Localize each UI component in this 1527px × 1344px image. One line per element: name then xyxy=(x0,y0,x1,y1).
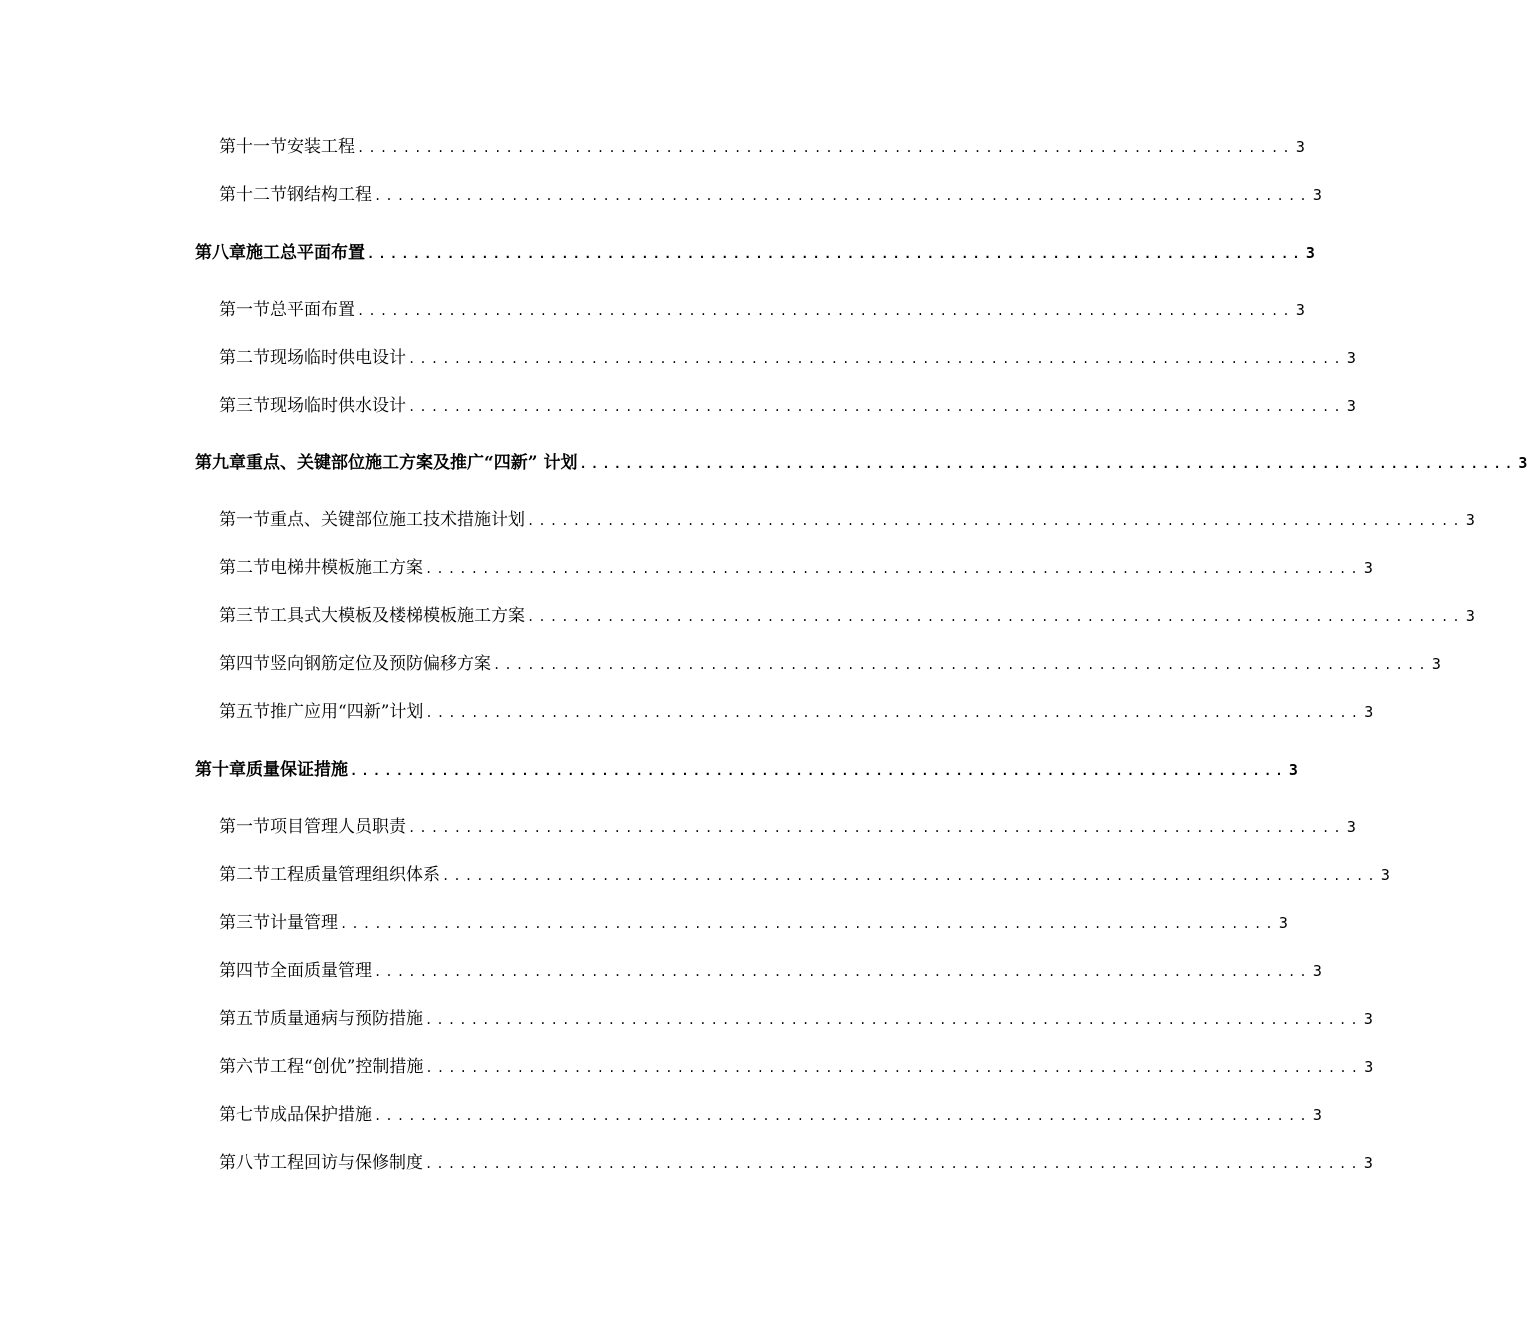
toc-entry-title: 项目管理人员职责 xyxy=(270,817,406,837)
toc-page-number: 3 xyxy=(1295,301,1305,319)
toc-entry-title: 电梯井模板施工方案 xyxy=(270,558,423,578)
toc-entry-title: 质量通病与预防措施 xyxy=(270,1009,423,1029)
toc-dot-leader: .................................................................................. xyxy=(350,764,1287,778)
toc-entry-label: 第二节 xyxy=(219,348,270,368)
toc-entry-label: 第九章 xyxy=(195,453,246,473)
toc-entry-section-9-1[interactable] xyxy=(219,507,1475,533)
toc-page-number: 3 xyxy=(1346,818,1356,836)
toc-page-number: 3 xyxy=(1363,1010,1373,1028)
toc-entry-label: 第八章 xyxy=(195,243,246,263)
toc-entry-section-12-steel-structure[interactable] xyxy=(219,182,1322,208)
toc-page-number: 3 xyxy=(1465,511,1475,529)
toc-page-number: 3 xyxy=(1312,962,1322,980)
toc-page-number: 3 xyxy=(1431,655,1441,673)
toc-dot-leader: .................................................................................. xyxy=(425,562,1362,576)
toc-entry-chapter-8[interactable] xyxy=(195,240,1315,266)
toc-entry-title: 工程质量管理组织体系 xyxy=(270,865,440,885)
toc-entry-title: 施工总平面布置 xyxy=(246,243,365,263)
toc-entry-section-8-3[interactable] xyxy=(219,393,1356,419)
toc-entry-label: 第六节 xyxy=(219,1057,270,1077)
toc-page-number: 3 xyxy=(1278,914,1288,932)
toc-entry-title: 重点、关键部位施工技术措施计划 xyxy=(270,510,525,530)
toc-entry-section-10-8[interactable] xyxy=(219,1150,1373,1176)
toc-page-number: 3 xyxy=(1295,138,1305,156)
toc-entry-label: 第三节 xyxy=(219,396,270,416)
toc-entry-section-10-1[interactable] xyxy=(219,814,1356,840)
toc-entry-section-10-2[interactable] xyxy=(219,862,1390,888)
toc-page-number: 3 xyxy=(1363,1154,1373,1172)
toc-entry-title: 重点、关键部位施工方案及推广“四新” 计划 xyxy=(246,453,578,473)
toc-entry-title: 竖向钢筋定位及预防偏移方案 xyxy=(270,654,491,674)
toc-entry-title: 现场临时供电设计 xyxy=(270,348,406,368)
toc-entry-title: 安装工程 xyxy=(287,137,355,157)
toc-entry-title: 工具式大模板及楼梯模板施工方案 xyxy=(270,606,525,626)
toc-page-number: 3 xyxy=(1346,397,1356,415)
toc-dot-leader: .................................................................................. xyxy=(374,1109,1311,1123)
toc-dot-leader: .................................................................................. xyxy=(367,247,1304,261)
toc-entry-label: 第二节 xyxy=(219,865,270,885)
toc-page-number: 3 xyxy=(1465,607,1475,625)
toc-entry-section-8-1[interactable] xyxy=(219,297,1305,323)
toc-dot-leader: .................................................................................. xyxy=(579,457,1517,471)
toc-page-number: 3 xyxy=(1380,866,1390,884)
toc-entry-label: 第一节 xyxy=(219,510,270,530)
toc-page-number: 3 xyxy=(1364,1058,1374,1076)
toc-page-number: 3 xyxy=(1363,559,1373,577)
toc-entry-title: 工程回访与保修制度 xyxy=(270,1153,423,1173)
toc-entry-label: 第三节 xyxy=(219,913,270,933)
toc-dot-leader: .................................................................................. xyxy=(442,869,1379,883)
toc-entry-section-10-5[interactable] xyxy=(219,1006,1373,1032)
toc-dot-leader: .................................................................................. xyxy=(493,658,1430,672)
toc-page-number: 3 xyxy=(1364,703,1374,721)
toc-page-number: 3 xyxy=(1305,244,1315,262)
toc-page-number: 3 xyxy=(1288,761,1298,779)
toc-entry-label: 第五节 xyxy=(219,702,270,722)
toc-entry-title: 推广应用“四新”计划 xyxy=(270,702,424,722)
toc-entry-section-10-6[interactable] xyxy=(219,1054,1374,1080)
toc-entry-section-10-7[interactable] xyxy=(219,1102,1322,1128)
toc-dot-leader: .................................................................................. xyxy=(425,706,1363,720)
toc-page-number: 3 xyxy=(1312,1106,1322,1124)
toc-entry-label: 第一节 xyxy=(219,300,270,320)
toc-entry-label: 第五节 xyxy=(219,1009,270,1029)
toc-dot-leader: .................................................................................. xyxy=(374,965,1311,979)
toc-entry-section-10-3[interactable] xyxy=(219,910,1288,936)
toc-entry-section-9-4[interactable] xyxy=(219,651,1441,677)
toc-entry-label: 第四节 xyxy=(219,961,270,981)
toc-entry-section-9-5[interactable] xyxy=(219,699,1374,725)
toc-dot-leader: .................................................................................. xyxy=(408,400,1345,414)
toc-entry-label: 第八节 xyxy=(219,1153,270,1173)
toc-entry-label: 第四节 xyxy=(219,654,270,674)
toc-entry-section-9-3[interactable] xyxy=(219,603,1475,629)
toc-entry-title: 质量保证措施 xyxy=(246,760,348,780)
toc-page-number: 3 xyxy=(1346,349,1356,367)
toc-entry-title: 钢结构工程 xyxy=(287,185,372,205)
toc-dot-leader: .................................................................................. xyxy=(408,352,1345,366)
toc-entry-title: 现场临时供水设计 xyxy=(270,396,406,416)
toc-entry-section-10-4[interactable] xyxy=(219,958,1322,984)
toc-dot-leader: .................................................................................. xyxy=(527,610,1464,624)
toc-page-number: 3 xyxy=(1518,454,1527,472)
toc-dot-leader: .................................................................................. xyxy=(357,141,1294,155)
toc-entry-label: 第十二节 xyxy=(219,185,287,205)
toc-dot-leader: .................................................................................. xyxy=(357,304,1294,318)
toc-entry-section-8-2[interactable] xyxy=(219,345,1356,371)
toc-entry-chapter-10[interactable] xyxy=(195,757,1298,783)
toc-entry-label: 第三节 xyxy=(219,606,270,626)
toc-entry-label: 第十章 xyxy=(195,760,246,780)
toc-dot-leader: .................................................................................. xyxy=(340,917,1277,931)
toc-entry-label: 第一节 xyxy=(219,817,270,837)
toc-page-number: 3 xyxy=(1312,186,1322,204)
toc-entry-title: 工程“创优”控制措施 xyxy=(270,1057,424,1077)
toc-dot-leader: .................................................................................. xyxy=(425,1061,1363,1075)
toc-entry-title: 总平面布置 xyxy=(270,300,355,320)
toc-dot-leader: .................................................................................. xyxy=(425,1013,1362,1027)
toc-dot-leader: .................................................................................. xyxy=(374,189,1311,203)
toc-entry-section-11-installation[interactable] xyxy=(219,134,1305,160)
toc-entry-title: 全面质量管理 xyxy=(270,961,372,981)
toc-entry-label: 第十一节 xyxy=(219,137,287,157)
toc-dot-leader: .................................................................................. xyxy=(425,1157,1362,1171)
toc-dot-leader: .................................................................................. xyxy=(408,821,1345,835)
toc-entry-label: 第七节 xyxy=(219,1105,270,1125)
toc-dot-leader: .................................................................................. xyxy=(527,514,1464,528)
toc-entry-label: 第二节 xyxy=(219,558,270,578)
toc-entry-section-9-2[interactable] xyxy=(219,555,1373,581)
toc-entry-title: 成品保护措施 xyxy=(270,1105,372,1125)
toc-entry-title: 计量管理 xyxy=(270,913,338,933)
toc-entry-chapter-9[interactable] xyxy=(195,450,1527,476)
